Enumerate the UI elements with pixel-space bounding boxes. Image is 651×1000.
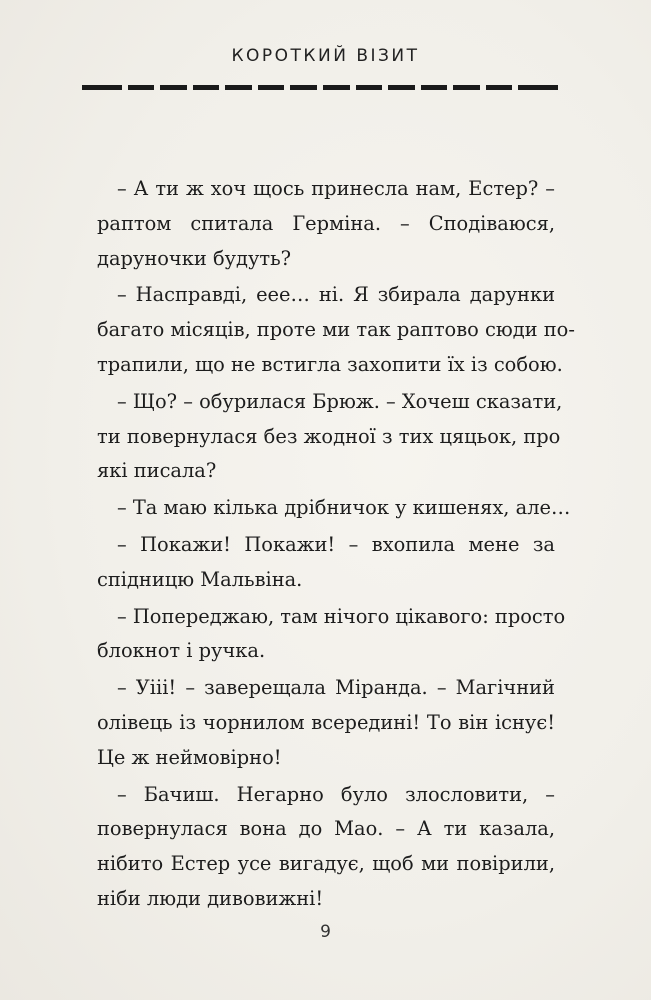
text-line: багато місяців, проте ми так раптово сюди по- [97,318,575,342]
running-header: КОРОТКИЙ ВІЗИТ [231,46,420,66]
text-line: трапили, що не встигла захопити їх із собою. [97,352,563,376]
text-line: – Уііі! – заверещала Міранда. – Магічний [117,676,555,700]
paragraph [97,671,555,775]
body-text [97,172,575,917]
text-line: даруночки будуть? [97,246,292,270]
paragraph [97,600,566,670]
text-line: – Попереджаю, там нічого цікавого: просто [117,604,566,628]
paragraph [97,778,555,917]
text-line: – Покажи! Покажи! – вхопила мене за [117,532,555,556]
text-line: – Бачиш. Негарно було злословити, – [117,782,555,806]
text-line: – Насправді, еее… ні. Я збирала дарунки [117,283,555,307]
paragraph [97,491,571,526]
text-line: нібито Естер усе вигадує, щоб ми повірили, [97,852,555,876]
text-line: спідницю Мальвіна. [97,567,303,591]
paragraph [97,385,563,489]
page-number: 9 [320,922,331,942]
text-line: – А ти ж хоч щось принесла нам, Естер? – [117,177,555,200]
text-line: повернулася вона до Мао. – А ти казала, [97,817,555,841]
text-line: – Та маю кілька дрібничок у кишенях, але… [117,496,571,520]
text-line: блокнот і ручка. [97,639,266,663]
text-line: які писала? [97,459,217,483]
text-line: – Що? – обурилася Брюж. – Хочеш сказати, [117,389,563,413]
text-line: ніби люди дивовижні! [97,886,324,910]
text-line: Це ж неймовірно! [97,745,282,769]
paragraph [97,528,555,598]
paragraph [97,172,555,276]
paragraph [97,278,575,382]
text-line: ти повернулася без жодної з тих цяцьок, про [97,424,561,448]
text-line: олівець із чорнилом всередині! То він існує! [97,710,555,734]
decorative-dashed-rule [82,85,558,90]
text-line: раптом спитала Герміна. – Сподіваюся, [97,211,555,235]
